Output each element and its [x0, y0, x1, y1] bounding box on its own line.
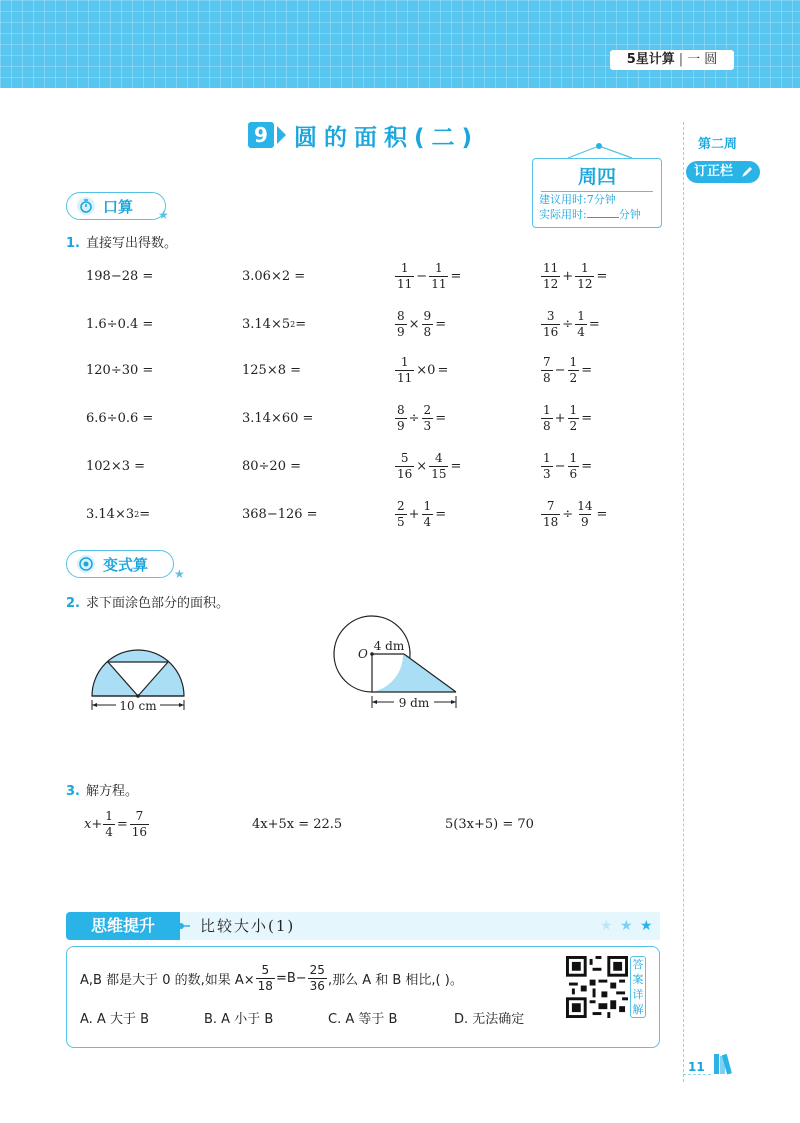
q3-number: 3.: [66, 784, 80, 799]
equation-1: [84, 804, 150, 844]
numerator: 1: [543, 402, 551, 417]
fraction: [395, 309, 407, 340]
fraction: [575, 499, 594, 530]
fraction: [541, 261, 560, 292]
q1-expression: [540, 304, 601, 344]
denominator: 9: [397, 418, 405, 433]
q1-expression: 6.6÷0.6 =: [86, 410, 154, 426]
denominator: 3: [423, 418, 432, 433]
fraction: [422, 499, 434, 530]
section-oral: [66, 192, 166, 220]
fraction: [541, 451, 553, 482]
fraction: [429, 261, 448, 292]
star-icon: ★: [640, 918, 653, 934]
unit-name: 一 圆: [687, 52, 718, 67]
numerator: 2: [423, 402, 432, 417]
option-d[interactable]: D. 无法确定: [454, 1012, 525, 1027]
lesson-number: 9: [248, 122, 274, 148]
numerator: 9: [423, 308, 432, 323]
numerator: 1: [577, 308, 585, 323]
week-label: 第二周: [698, 137, 738, 152]
answer-tab[interactable]: 答案详解: [630, 956, 646, 1018]
denominator: 16: [397, 466, 413, 481]
series-separator: |: [678, 52, 684, 67]
lesson-title-row: [248, 120, 479, 150]
page-number-rule: [683, 1074, 711, 1075]
correction-label: 订正栏: [694, 164, 734, 179]
fraction: [541, 309, 560, 340]
denominator: 15: [431, 466, 447, 481]
top-banner: [0, 0, 800, 88]
q1-expression: [394, 398, 447, 438]
q1-expression: 80÷20 =: [242, 458, 302, 474]
chevron-right-icon: [277, 126, 286, 144]
q1-expression: 198−28 =: [86, 268, 154, 284]
numerator: 1: [423, 498, 432, 513]
q1-expression: [540, 446, 593, 486]
page-number: 11: [688, 1060, 705, 1074]
fraction: [541, 355, 553, 386]
figure2-center: O: [358, 647, 368, 661]
lesson-title: 圆的面积(二): [294, 124, 480, 151]
denominator: 6: [569, 466, 578, 481]
numerator: 1: [581, 260, 589, 275]
numerator: 1: [543, 450, 551, 465]
operator: ÷: [408, 410, 420, 426]
actual-time-suffix: 分钟: [618, 208, 641, 221]
question-f1-num: 5: [261, 962, 270, 977]
operator: +: [562, 268, 574, 284]
thinking-question: [80, 958, 463, 998]
fraction: [429, 451, 448, 482]
equals-sign: =: [435, 506, 447, 522]
day-card: [532, 158, 662, 228]
eq1-f2-num: 7: [135, 808, 144, 823]
option-a[interactable]: A. A 大于 B: [80, 1012, 150, 1027]
figure2-radius: 4 dm: [373, 639, 405, 653]
fraction: [575, 309, 587, 340]
equals-sign: =: [581, 410, 593, 426]
numerator: 4: [435, 450, 443, 465]
equals-sign: =: [588, 316, 600, 332]
q1-expression: 3.14×3 2 =: [86, 506, 151, 522]
question-part-b: =B−: [275, 970, 307, 986]
equals-sign: =: [450, 458, 462, 474]
operator: ×: [416, 458, 428, 474]
numerator: 5: [400, 450, 409, 465]
operator: ÷: [562, 506, 574, 522]
numerator: 1: [435, 260, 443, 275]
equation-3: 5(3x+5) = 70: [445, 816, 534, 832]
denominator: 11: [397, 276, 413, 291]
denominator: 8: [423, 324, 432, 339]
q2-text: 求下面涂色部分的面积。: [85, 596, 229, 611]
numerator: 8: [397, 308, 405, 323]
q1-prompt: [66, 232, 177, 251]
fraction: [541, 403, 553, 434]
denominator: 11: [431, 276, 447, 291]
q1-expression: 120÷30 =: [86, 362, 154, 378]
actual-time-blank[interactable]: [587, 217, 619, 218]
question-f2-den: 36: [309, 978, 325, 993]
connector-icon: [176, 920, 190, 932]
q1-expression: 3.06×2 =: [242, 268, 306, 284]
star-icon: ★: [600, 918, 613, 934]
series-tag: [610, 50, 734, 70]
pencil-icon: [740, 165, 754, 179]
fraction: [395, 355, 414, 386]
fraction: [422, 309, 434, 340]
correction-tab: [686, 161, 760, 183]
equals-sign: =: [435, 410, 447, 426]
denominator: 2: [569, 418, 578, 433]
q1-expression: [394, 304, 447, 344]
fraction: [568, 355, 580, 386]
fraction: [422, 403, 434, 434]
numerator: 1: [569, 402, 578, 417]
q3-text: 解方程。: [85, 784, 138, 799]
figure-semicircle: [86, 640, 190, 718]
q1-expression: 102×3 =: [86, 458, 146, 474]
numerator: 8: [397, 402, 405, 417]
suggested-time: 建议用时:7分钟: [539, 193, 616, 206]
numerator: 7: [543, 354, 551, 369]
q1-expression: [394, 446, 462, 486]
q1-expression: 1.6÷0.4 =: [86, 316, 154, 332]
denominator: 3: [543, 466, 551, 481]
correction-column-divider: [683, 122, 684, 1082]
figure2-base: 9 dm: [398, 696, 430, 710]
numerator: 1: [400, 354, 409, 369]
q1-expression: [540, 256, 608, 296]
q1-expression: [540, 494, 608, 534]
fraction: [541, 499, 560, 530]
question-f2-num: 25: [309, 962, 325, 977]
actual-time-prefix: 实际用时:: [539, 208, 587, 221]
denominator: 5: [397, 514, 405, 529]
operator: −: [554, 458, 566, 474]
denominator: 8: [543, 370, 551, 385]
fraction: [568, 451, 580, 482]
denominator: 12: [577, 276, 593, 291]
thinking-topic: 比较大小(1): [200, 917, 296, 935]
q1-expression: [540, 398, 593, 438]
eq1-equals: =: [116, 816, 128, 832]
question-part-a: A,B 都是大于 0 的数,如果 A×: [80, 972, 255, 988]
operator: −: [416, 268, 428, 284]
section-variant-label: 变式算: [103, 555, 149, 574]
equals-sign: =: [450, 268, 462, 284]
actual-time: [539, 207, 661, 222]
q1-expression: [394, 350, 449, 390]
qr-code-icon[interactable]: [566, 956, 628, 1018]
q1-expression: [394, 256, 462, 296]
denominator: 8: [543, 418, 551, 433]
question-part-c: ,那么 A 和 B 相比,( )。: [327, 972, 463, 988]
numerator: 2: [397, 498, 405, 513]
denominator: 11: [397, 370, 413, 385]
question-frac2: [308, 963, 327, 994]
denominator: 2: [569, 370, 578, 385]
option-b[interactable]: B. A 小于 B: [204, 1012, 274, 1027]
q1-expression: [540, 350, 593, 390]
numerator: 3: [546, 308, 555, 323]
operator: +: [554, 410, 566, 426]
equals-sign: =: [581, 458, 593, 474]
equals-sign: =: [581, 362, 593, 378]
numerator: 1: [569, 354, 578, 369]
numerator: 1: [400, 260, 409, 275]
fraction: [568, 403, 580, 434]
numerator: 11: [543, 260, 559, 275]
series-name: 5星计算: [626, 52, 675, 67]
question-f1-den: 18: [257, 978, 273, 993]
numerator: 1: [569, 450, 578, 465]
q3-prompt: [66, 780, 138, 799]
q1-text: 直接写出得数。: [85, 236, 177, 251]
figure-circle-triangle: [330, 612, 470, 718]
denominator: 12: [543, 276, 559, 291]
operator: −: [554, 362, 566, 378]
stopwatch-icon: [77, 197, 95, 215]
star-icon: ★: [620, 918, 633, 934]
q1-expression: [394, 494, 447, 534]
target-icon: [77, 555, 95, 573]
q2-number: 2.: [66, 596, 80, 611]
books-icon: [712, 1052, 738, 1076]
equals-sign: =: [437, 362, 449, 378]
q1-number: 1.: [66, 236, 80, 251]
operator: ×0: [416, 362, 436, 378]
eq1-f1-num: 1: [105, 808, 113, 823]
denominator: 18: [543, 514, 559, 529]
option-c[interactable]: C. A 等于 B: [328, 1012, 398, 1027]
equals-sign: =: [596, 268, 608, 284]
section-variant: [66, 550, 174, 578]
star-icon: ★: [158, 208, 169, 222]
figure1-label: 10 cm: [119, 699, 157, 713]
numerator: 7: [546, 498, 555, 513]
equation-2: 4x+5x = 22.5: [252, 816, 343, 832]
day-title: 周四: [577, 166, 616, 188]
fraction: [395, 451, 414, 482]
eq1-lhs: x+: [84, 816, 103, 832]
star-icon: ★: [174, 567, 185, 581]
operator: ×: [408, 316, 420, 332]
q1-expression: 125×8 =: [242, 362, 302, 378]
denominator: 4: [423, 514, 432, 529]
denominator: 4: [577, 324, 585, 339]
fraction: [395, 261, 414, 292]
q1-expression: 368−126 =: [242, 506, 318, 522]
q2-prompt: [66, 592, 229, 611]
fraction: [575, 261, 594, 292]
fraction: [395, 403, 407, 434]
operator: +: [408, 506, 420, 522]
equals-sign: =: [596, 506, 608, 522]
section-oral-label: 口算: [103, 197, 134, 216]
denominator: 9: [581, 514, 589, 529]
fraction: [395, 499, 407, 530]
numerator: 14: [577, 498, 593, 513]
eq1-frac1: [103, 809, 115, 840]
thinking-heading: 思维提升: [66, 912, 180, 940]
question-frac1: [256, 963, 275, 994]
eq1-f2-den: 16: [131, 824, 148, 839]
eq1-f1-den: 4: [105, 824, 113, 839]
q1-expression: 3.14×60 =: [242, 410, 314, 426]
equals-sign: =: [435, 316, 447, 332]
denominator: 9: [397, 324, 405, 339]
q1-expression: 3.14×5 2 =: [242, 316, 307, 332]
denominator: 16: [543, 324, 559, 339]
operator: ÷: [562, 316, 574, 332]
eq1-frac2: [130, 809, 149, 840]
